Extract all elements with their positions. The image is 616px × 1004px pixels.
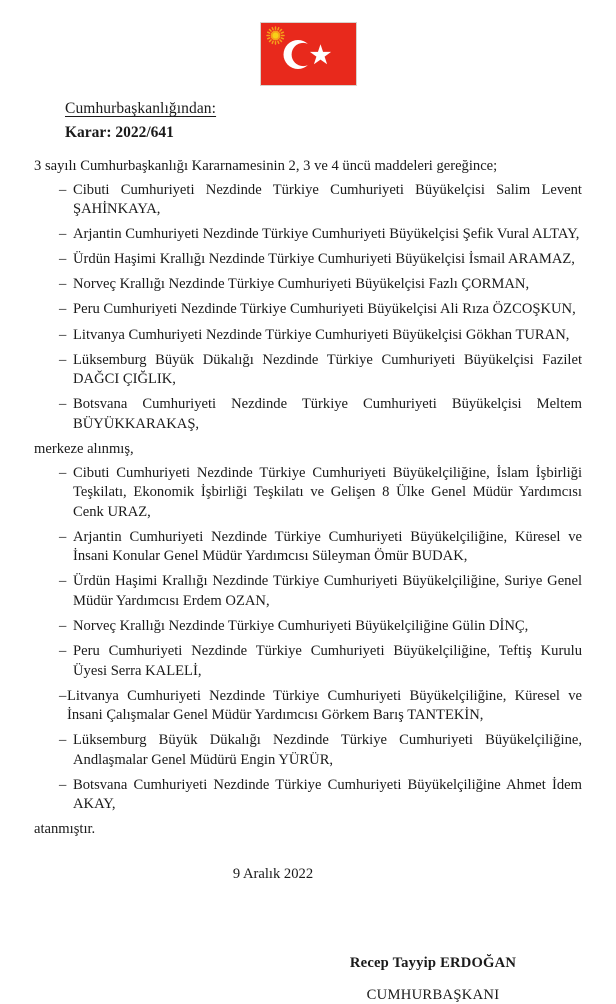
bullet-dash: – — [59, 396, 67, 413]
list-item — [34, 642, 582, 681]
bullet-dash: – — [59, 251, 67, 268]
bullet-dash: – — [59, 643, 67, 660]
bullet-dash: – — [59, 732, 67, 749]
list-item — [34, 528, 582, 567]
list-item — [34, 464, 582, 523]
bullet-dash: – — [59, 276, 67, 293]
list-item — [34, 351, 582, 390]
list-item — [34, 326, 582, 346]
document-body — [34, 99, 582, 1004]
bullet-dash: – — [59, 776, 67, 793]
appointed-list — [34, 464, 582, 815]
list-item-text: Litvanya Cumhuriyeti Nezdinde Türkiye Cumhuriyeti Büyükelçisi Gökhan TURAN, — [73, 326, 570, 343]
bullet-dash: – — [59, 618, 67, 635]
list-item — [34, 395, 582, 434]
list-item — [34, 225, 582, 245]
list-item-text: Lüksemburg Büyük Dükalığı Nezdinde Türkiye Cumhuriyeti Büyükelçiliğine, Andlaşmalar Genel Müdürü Engin YÜRÜR, — [73, 732, 582, 768]
list-item — [34, 300, 582, 320]
list-item-text: Botsvana Cumhuriyeti Nezdinde Türkiye Cumhuriyeti Büyükelçisi Meltem BÜYÜKKARAKAŞ, — [73, 396, 582, 432]
flag-container — [0, 22, 616, 86]
bullet-dash: – — [59, 573, 67, 590]
list-item — [34, 731, 582, 770]
list-item-text: Norveç Krallığı Nezdinde Türkiye Cumhuriyeti Büyükelçiliğine Gülin DİNÇ, — [73, 618, 529, 635]
list-item — [34, 617, 582, 637]
list-item-text: Peru Cumhuriyeti Nezdinde Türkiye Cumhuriyeti Büyükelçiliğine, Teftiş Kurulu Üyesi Serra KALELİ, — [73, 643, 582, 679]
list-item — [34, 572, 582, 611]
list-item — [34, 687, 582, 726]
bullet-dash: – — [59, 687, 67, 704]
bullet-dash: – — [59, 181, 67, 198]
list-item-text: Cibuti Cumhuriyeti Nezdinde Türkiye Cumhuriyeti Büyükelçisi Salim Levent ŞAHİNKAYA, — [73, 181, 582, 218]
signature-block — [34, 955, 582, 1004]
issuer-heading: Cumhurbaşkanlığından: — [65, 100, 217, 117]
list-item-text: Cibuti Cumhuriyeti Nezdinde Türkiye Cumhuriyeti Büyükelçiliğine, İslam İşbirliği Teşkilatı, Ekonomik İşbirliği Teşkilatı ve Gelişen 8 Ülke Genel Müdür Yardımcısı Cenk URAZ, — [73, 464, 582, 520]
sun-icon — [267, 27, 284, 44]
list-item-text: Arjantin Cumhuriyeti Nezdinde Türkiye Cumhuriyeti Büyükelçiliğine, Küresel ve İnsani Konular Genel Müdür Yardımcısı Süleyman Ömür BUDAK, — [73, 528, 582, 565]
list-item — [34, 776, 582, 815]
flag-graphic — [261, 23, 356, 85]
list-item-text: Arjantin Cumhuriyeti Nezdinde Türkiye Cumhuriyeti Büyükelçisi Şefik Vural ALTAY, — [73, 226, 580, 243]
list-item — [34, 275, 582, 295]
bullet-dash: – — [59, 326, 67, 343]
list-item-text: Lüksemburg Büyük Dükalığı Nezdinde Türkiye Cumhuriyeti Büyükelçisi Fazilet DAĞCI ÇIĞLIK, — [73, 351, 582, 388]
list-item-text: Botsvana Cumhuriyeti Nezdinde Türkiye Cumhuriyeti Büyükelçiliğine Ahmet İdem AKAY, — [73, 776, 582, 813]
list-item-text: Ürdün Haşimi Krallığı Nezdinde Türkiye Cumhuriyeti Büyükelçiliğine, Suriye Genel Müdür Yardımcısı Erdem OZAN, — [73, 573, 582, 609]
list-item — [34, 181, 582, 220]
recalled-list — [34, 181, 582, 435]
list-item-text: Litvanya Cumhuriyeti Nezdinde Türkiye Cumhuriyeti Büyükelçiliğine, Küresel ve İnsani Çalışmalar Genel Müdür Yardımcısı Görkem Barış TANTEKİN, — [67, 687, 582, 724]
document-date: 9 Aralık 2022 — [232, 866, 314, 883]
bullet-dash: – — [59, 528, 67, 545]
signatory-name: Recep Tayyip ERDOĞAN — [349, 955, 517, 972]
decision-number: Karar: 2022/641 — [65, 124, 174, 142]
list-item-text: Ürdün Haşimi Krallığı Nezdinde Türkiye Cumhuriyeti Büyükelçisi İsmail ARAMAZ, — [73, 251, 575, 268]
signatory-title: CUMHURBAŞKANI — [366, 987, 500, 1004]
list-item — [34, 250, 582, 270]
bullet-dash: – — [59, 351, 67, 368]
document-header — [65, 99, 582, 143]
recalled-closing: merkeze alınmış, — [34, 440, 134, 457]
list-item-text: Peru Cumhuriyeti Nezdinde Türkiye Cumhuriyeti Büyükelçisi Ali Rıza ÖZCOŞKUN, — [73, 301, 576, 318]
appointed-closing: atanmıştır. — [34, 821, 96, 838]
turkish-flag — [260, 22, 357, 86]
list-item-text: Norveç Krallığı Nezdinde Türkiye Cumhuriyeti Büyükelçisi Fazlı ÇORMAN, — [73, 276, 530, 293]
bullet-dash: – — [59, 464, 67, 481]
bullet-dash: – — [59, 301, 67, 318]
intro-paragraph: 3 sayılı Cumhurbaşkanlığı Kararnamesinin 2, 3 ve 4 üncü maddeleri gereğince; — [34, 157, 498, 174]
bullet-dash: – — [59, 226, 67, 243]
